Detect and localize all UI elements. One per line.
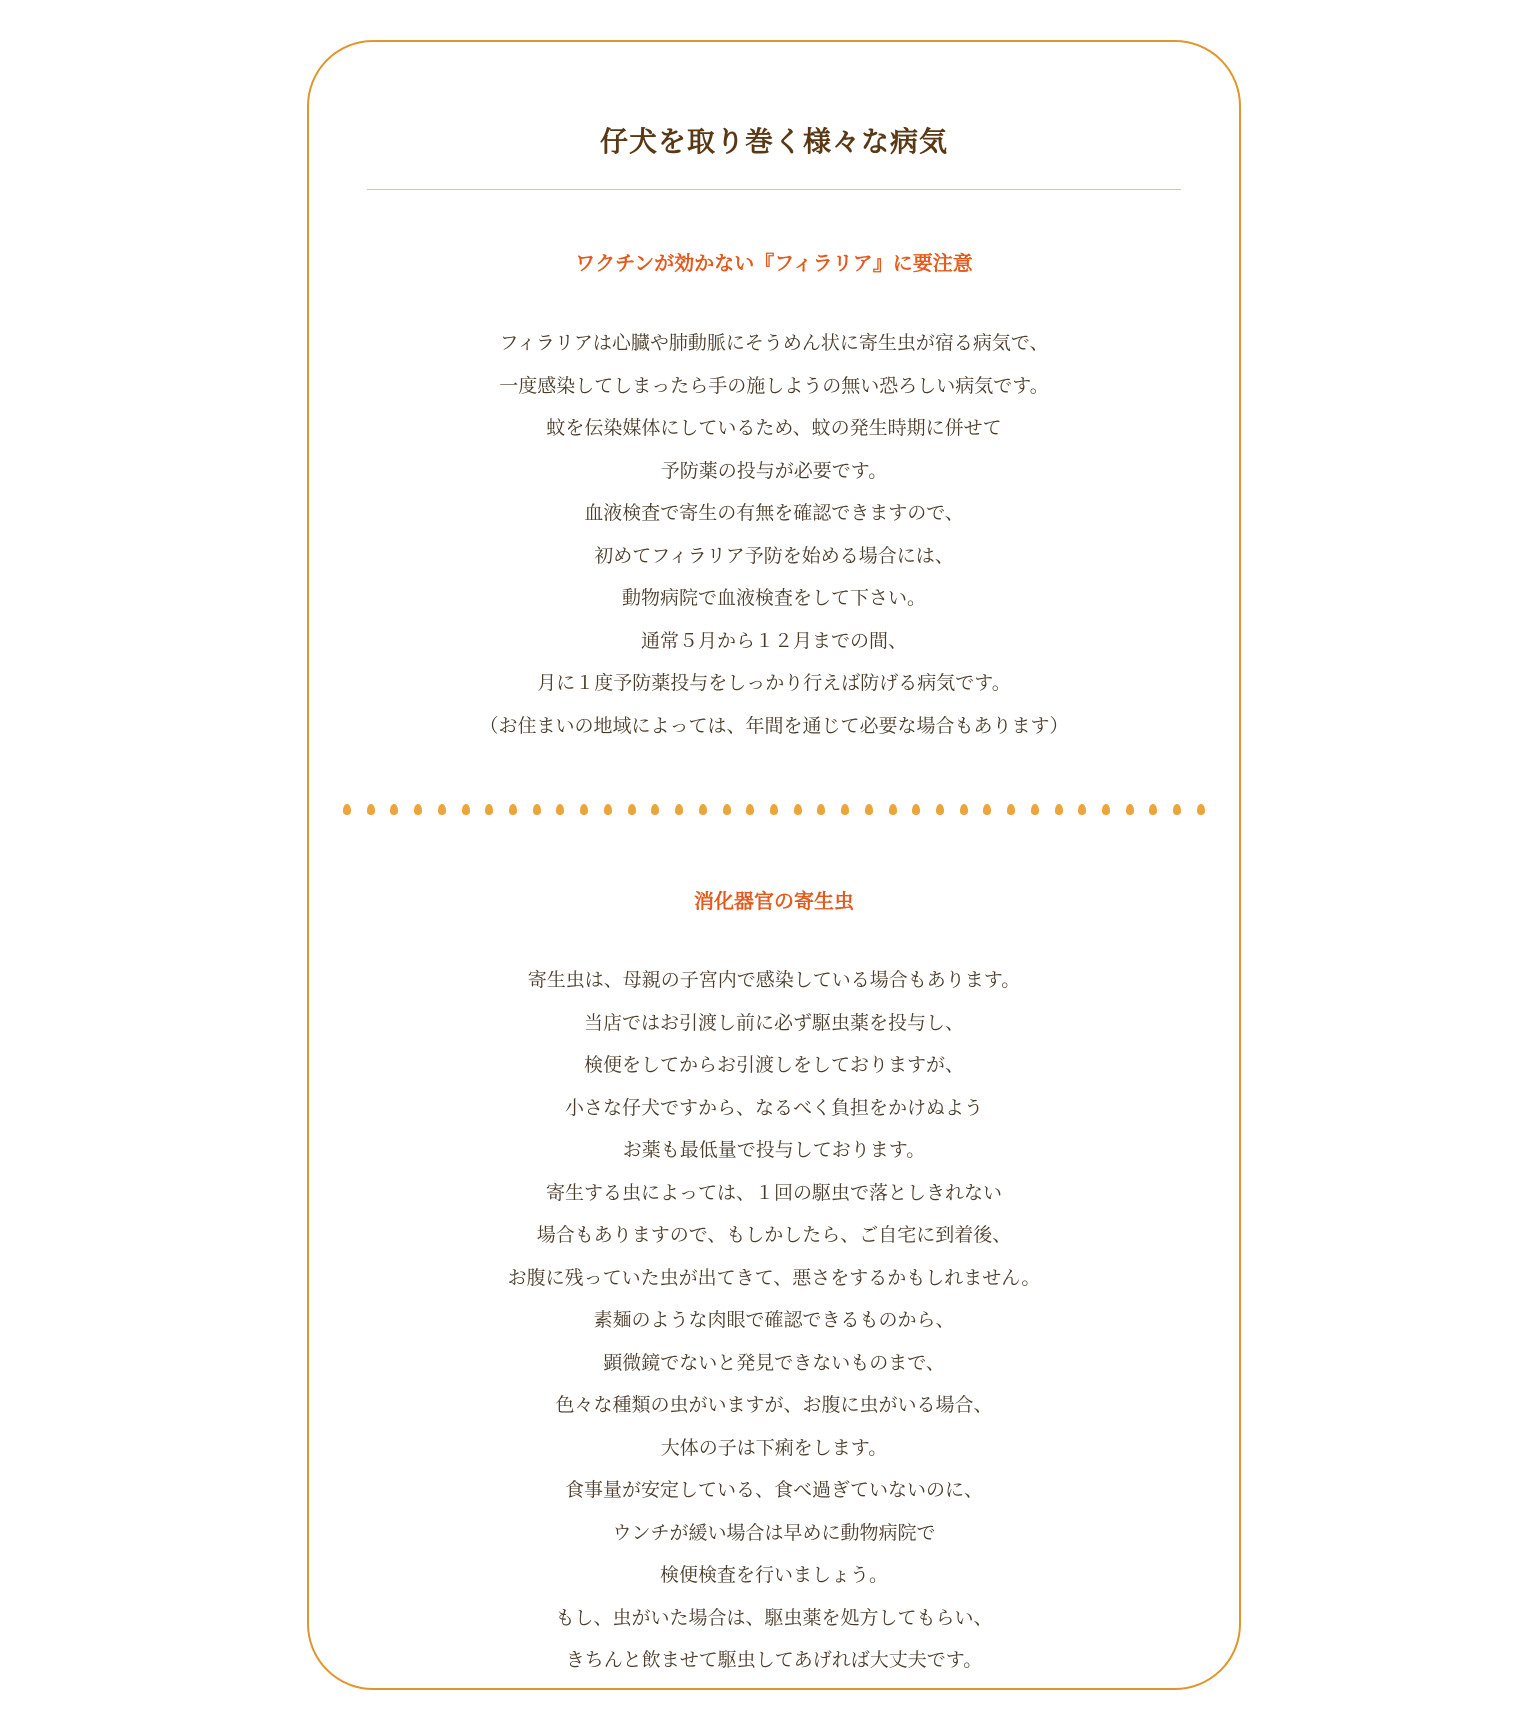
- droplet-icon: [1126, 804, 1134, 815]
- body-line: もし、虫がいた場合は、駆虫薬を処方してもらい、: [555, 1606, 993, 1629]
- body-line: 予防薬の投与が必要です。: [660, 459, 888, 482]
- droplet-icon: [675, 804, 683, 815]
- droplet-icon: [794, 804, 802, 815]
- droplet-icon: [462, 804, 470, 815]
- droplet-icon: [1197, 804, 1205, 815]
- body-line: 検便検査を行いましょう。: [659, 1564, 888, 1586]
- title-rule: [367, 189, 1181, 190]
- droplet-icon: [1055, 804, 1063, 815]
- body-line: 初めてフィラリア予防を始める場合には、: [594, 544, 954, 567]
- dot-divider: [343, 800, 1205, 818]
- section-heading-filaria: ワクチンが効かない『フィラリア』に要注意: [575, 251, 973, 275]
- droplet-icon: [438, 804, 446, 815]
- droplet-icon: [699, 804, 707, 815]
- body-line: 通常５月から１２月までの間、: [640, 629, 907, 652]
- droplet-icon: [1149, 804, 1157, 815]
- body-line: （お住まいの地域によっては、年間を通じて必要な場合もあります）: [479, 714, 1069, 737]
- droplet-icon: [485, 804, 493, 815]
- droplet-icon: [912, 804, 920, 815]
- card-title: 仔犬を取り巻く様々な病気: [599, 125, 948, 158]
- droplet-icon: [865, 804, 873, 815]
- body-line: 大体の子は下痢をします。: [660, 1436, 888, 1459]
- body-line: 寄生虫は、母親の子宮内で感染している場合もあります。: [527, 969, 1021, 991]
- droplet-icon: [1031, 804, 1039, 815]
- droplet-icon: [604, 804, 612, 815]
- droplet-icon: [1173, 804, 1181, 815]
- body-line: フィラリアは心臓や肺動脈にそうめん状に寄生虫が宿る病気で、: [499, 332, 1049, 354]
- body-line: 場合もありますので、もしかしたら、ご自宅に到着後、: [536, 1224, 1012, 1246]
- droplet-icon: [1102, 804, 1110, 815]
- body-line: お薬も最低量で投与しております。: [622, 1139, 926, 1161]
- body-line: 食事量が安定している、食べ過ぎていないのに、: [564, 1479, 983, 1501]
- body-line: お腹に残っていた虫が出てきて、悪さをするかもしれません。: [507, 1266, 1041, 1289]
- body-line: 動物病院で血液検査をして下さい。: [621, 587, 926, 609]
- droplet-icon: [533, 804, 541, 815]
- droplet-icon: [367, 804, 375, 815]
- body-line: 素麺のような肉眼で確認できるものから、: [593, 1309, 955, 1331]
- body-line: ウンチが緩い場合は早めに動物病院で: [612, 1521, 936, 1544]
- body-line: 蚊を伝染媒体にしているため、蚊の発生時期に併せて: [546, 417, 1002, 439]
- droplet-icon: [770, 804, 778, 815]
- droplet-icon: [746, 804, 754, 815]
- body-line: 検便をしてからお引渡しをしておりますが、: [583, 1054, 964, 1076]
- section-body-filaria: [309, 322, 1239, 747]
- body-line: 寄生する虫によっては、１回の駆虫で落としきれない: [545, 1181, 1002, 1204]
- droplet-icon: [1078, 804, 1086, 815]
- body-line: 当店ではお引渡し前に必ず駆虫薬を投与し、: [583, 1011, 964, 1034]
- droplet-icon: [723, 804, 731, 815]
- body-line: 月に１度予防薬投与をしっかり行えば防げる病気です。: [537, 672, 1011, 694]
- section-body-parasites: [309, 959, 1239, 1682]
- section-heading-parasites: 消化器官の寄生虫: [694, 889, 854, 913]
- droplet-icon: [817, 804, 825, 815]
- droplet-icon: [960, 804, 968, 815]
- droplet-icon: [390, 804, 398, 815]
- droplet-icon: [841, 804, 849, 815]
- droplet-icon: [983, 804, 991, 815]
- droplet-icon: [509, 804, 517, 815]
- body-line: 色々な種類の虫がいますが、お腹に虫がいる場合、: [555, 1394, 993, 1416]
- droplet-icon: [936, 804, 944, 815]
- droplet-icon: [651, 804, 659, 815]
- droplet-icon: [414, 804, 422, 815]
- body-line: 顕微鏡でないと発見できないものまで、: [603, 1351, 945, 1374]
- body-line: 小さな仔犬ですから、なるべく負担をかけぬよう: [564, 1096, 983, 1119]
- body-line: 一度感染してしまったら手の施しようの無い恐ろしい病気です。: [499, 374, 1049, 397]
- droplet-icon: [556, 804, 564, 815]
- disease-info-card: [307, 40, 1241, 1690]
- droplet-icon: [628, 804, 636, 815]
- body-line: きちんと飲ませて駆虫してあげれば大丈夫です。: [565, 1649, 983, 1671]
- droplet-icon: [889, 804, 897, 815]
- droplet-icon: [343, 804, 351, 815]
- droplet-icon: [1007, 804, 1015, 815]
- body-line: 血液検査で寄生の有無を確認できますので、: [584, 502, 964, 524]
- droplet-icon: [580, 804, 588, 815]
